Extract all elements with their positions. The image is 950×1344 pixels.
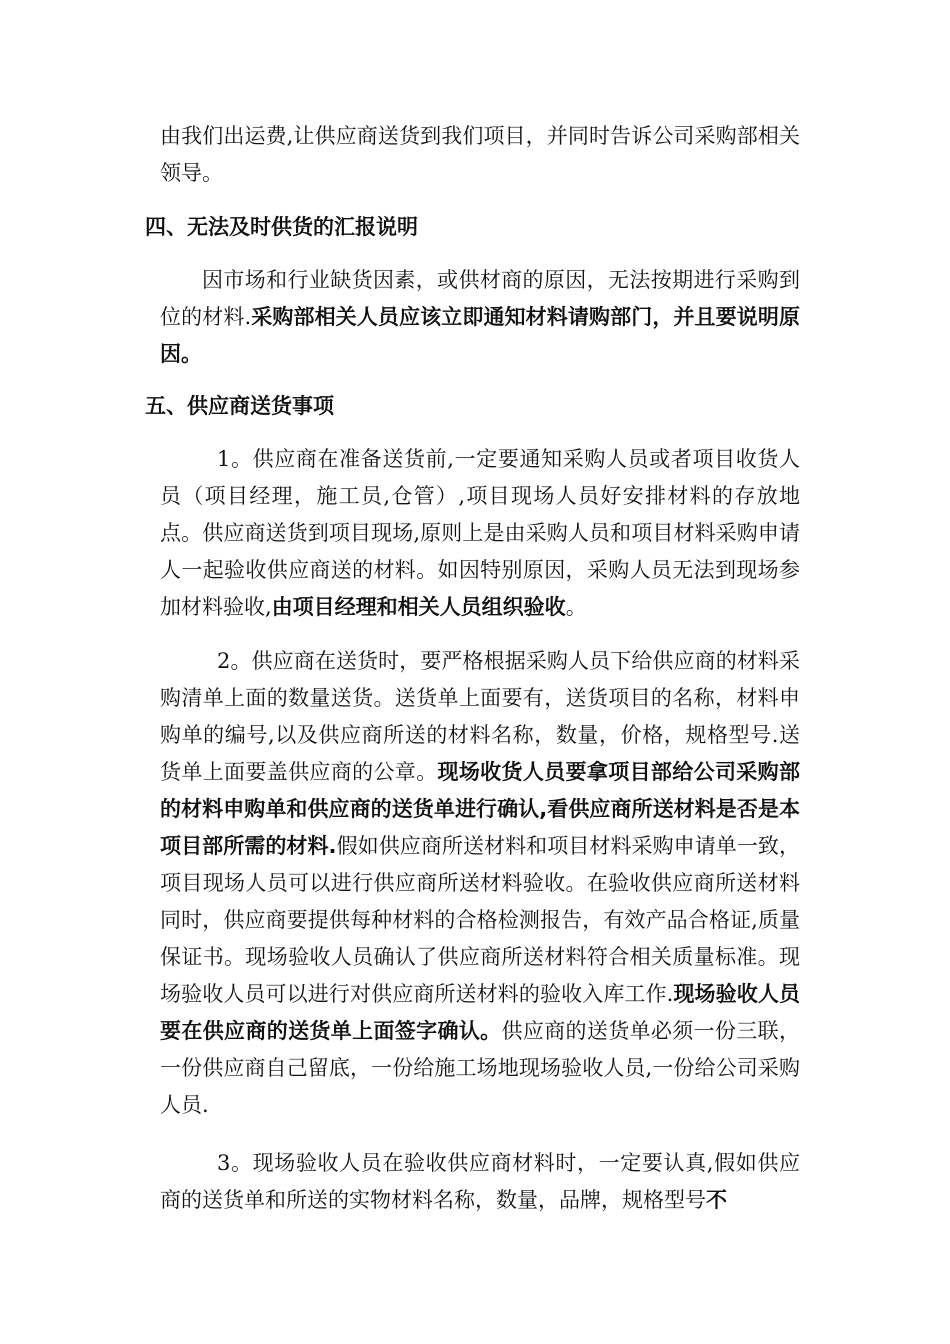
bold-text: 现场收货人员要拿项目部给公司采购部的材料申购单和供应商的送货单进行确认,看供应商所送材料是否是本项目部所需的材料. bbox=[160, 760, 801, 858]
bold-text: 由项目经理和相关人员组织验收 bbox=[271, 595, 566, 619]
paragraph-text: 1。供应商在准备送货前,一定要通知采购人员或者项目收货人员（项目经理，施工员,仓管）,项目现场人员好安排材料的存放地点。供应商送货到项目现场,原则上是由采购人员和项目材料采购申请人一起验收供应商送的材料。如因特别原因，采购人员无法到现场参加材料验收, bbox=[160, 447, 800, 619]
section-heading-4: 四、无法及时供货的汇报说明 bbox=[145, 215, 418, 239]
paragraph-continuation bbox=[160, 118, 800, 192]
paragraph-text: 2。供应商在送货时，要严格根据采购人员下给供应商的材料采购清单上面的数量送货。送货单上面要有，送货项目的名称，材料申购单的编号,以及供应商所送的材料名称，数量，价格，规格型号.送货单上面要盖供应商的公章。 bbox=[160, 649, 800, 784]
paragraph-text: 供应商的送货单必须一份三联，一份供应商自己留底，一份给施工场地现场验收人员,一份给公司采购人员. bbox=[160, 1019, 800, 1117]
bold-text: 现场验收人员要在供应商的送货单上面签字确认。 bbox=[160, 982, 800, 1043]
section-heading-5: 五、供应商送货事项 bbox=[145, 394, 334, 418]
list-item-2 bbox=[160, 643, 800, 1124]
list-item-3 bbox=[160, 1145, 800, 1219]
bold-text: 不 bbox=[706, 1188, 727, 1212]
bold-text: 采购部相关人员应该立即通知材料请购部门，并且要说明原因。 bbox=[160, 305, 800, 366]
paragraph-text: 。 bbox=[565, 595, 587, 619]
paragraph-text: 假如供应商所送材料和项目材料采购申请单一致，项目现场人员可以进行供应商所送材料验收。在验收供应商所送材料同时，供应商要提供每种材料的合格检测报告，有效产品合格证,质量保证书。现场验收人员确认了供应商所送材料符合相关质量标准。现场验收人员可以进行对供应商所送材料的验收入库工作. bbox=[160, 834, 800, 1006]
paragraph-text: 因市场和行业缺货因素，或供材商的原因，无法按期进行采购到位的材料. bbox=[160, 268, 800, 329]
list-item-1 bbox=[160, 441, 800, 626]
paragraph-text: 由我们出运费,让供应商送货到我们项目，并同时告诉公司采购部相关领导。 bbox=[160, 124, 800, 185]
paragraph-supply-delay bbox=[160, 262, 800, 373]
paragraph-text: 3。现场验收人员在验收供应商材料时，一定要认真,假如供应商的送货单和所送的实物材料名称，数量，品牌，规格型号 bbox=[160, 1151, 800, 1212]
